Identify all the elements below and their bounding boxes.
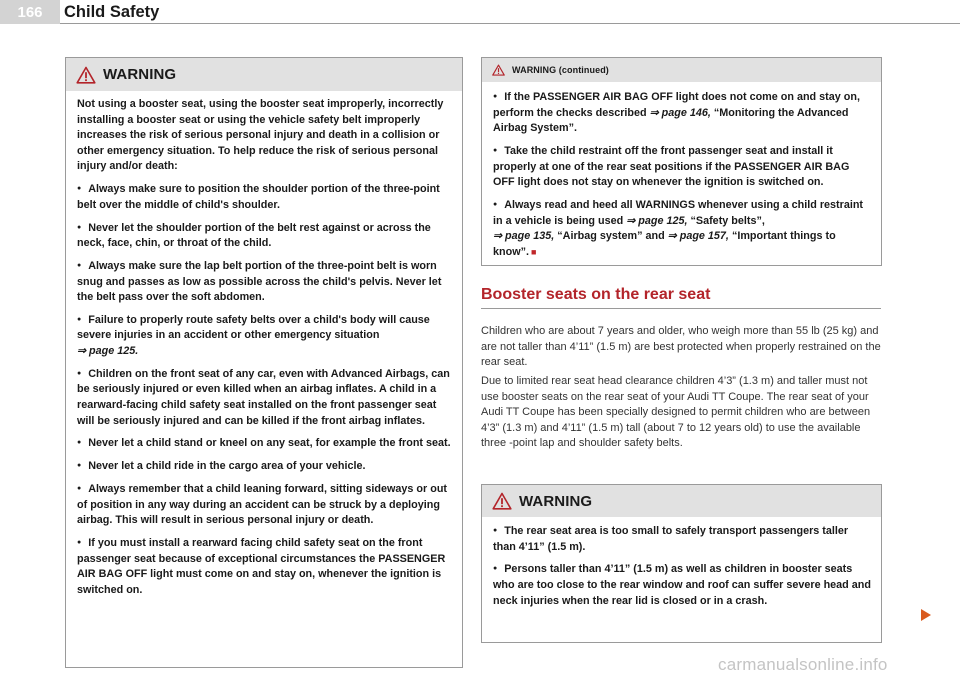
warning-bullet: ● The rear seat area is too small to safely transport passengers taller than 4’11” (1.5 m).	[493, 523, 871, 555]
warning-bullet	[493, 197, 871, 260]
warning-box-header	[66, 58, 462, 91]
body-paragraph	[481, 374, 881, 452]
watermark: carmanualsonline.info	[718, 655, 888, 674]
warning-triangle-icon	[492, 492, 512, 510]
warning-bullet: ● Children on the front seat of any car, even with Advanced Airbags, can be seriously injured or even killed when an airbag inflates. A child in a rearward-facing child safety seat installed on the front passenger seat will be seriously injured and can be killed if the front airbag inflates.	[77, 366, 452, 429]
warning-bullet: ● Always make sure the lap belt portion of the three-point belt is worn snug and passes as low as possible across the child's pelvis. Never let the belt pass over the soft abdomen.	[77, 258, 452, 306]
section-title: Child Safety	[64, 3, 160, 21]
body-paragraph	[481, 324, 881, 371]
warning-box-header	[482, 58, 881, 82]
header-rule	[60, 23, 960, 24]
warning-bullet: ● Always make sure to position the shoulder portion of the three-point belt over the middle of child's shoulder.	[77, 181, 452, 213]
warning-bullet: ● Never let a child ride in the cargo area of your vehicle.	[77, 458, 452, 475]
continue-arrow-icon	[920, 608, 932, 622]
page-reference-link[interactable]: ⇒ page 157,	[667, 230, 729, 243]
bullet-text: Always read and heed all WARNINGS whenever using a child restraint in a vehicle is being used	[493, 198, 864, 227]
warning-title: WARNING	[103, 66, 177, 83]
paragraph-text: Children who are about 7 years and older, who weigh more than 55 lb (25 kg) and are not taller than 4’11” (1.5 m) are best protected when properly restrained on the rear seat.	[481, 325, 881, 369]
warning-box-left	[65, 57, 463, 668]
section-heading-rule	[481, 308, 881, 309]
page-number-badge: 166	[0, 0, 60, 24]
page-reference-link[interactable]: ⇒ page 125.	[77, 345, 139, 358]
warning-box-body	[66, 91, 462, 609]
warning-intro: Not using a booster seat, using the booster seat improperly, incorrectly installing a booster seat or using the vehicle safety belt improperly increases the risk of serious personal injury and death in a collision or other emergency situation. To help reduce the risk of serious personal injury and/or death:	[77, 98, 444, 173]
warning-triangle-icon	[76, 66, 96, 84]
warning-box-header	[482, 485, 881, 517]
warning-box-body	[482, 517, 881, 619]
warning-title: WARNING (continued)	[512, 65, 609, 75]
warning-box-body	[482, 82, 881, 271]
end-of-section-mark: ■	[531, 246, 537, 257]
warning-bullet	[493, 89, 871, 137]
bullet-text: “Safety belts”,	[690, 214, 765, 227]
warning-box-rear-seat	[481, 484, 882, 643]
warning-bullet: ● Persons taller than 4’11” (1.5 m) as well as children in booster seats who are too close to the rear window and roof can suffer severe head and neck injuries when the rear lid is closed or in a crash.	[493, 561, 871, 609]
warning-bullet: ● Never let the shoulder portion of the belt rest against or across the neck, face, chin, or throat of the child.	[77, 220, 452, 252]
warning-bullet: ● If you must install a rearward facing child safety seat on the front passenger seat because of exceptional circumstances the PASSENGER AIR BAG OFF light must come on and stay on, whenever the ignition is switched on.	[77, 535, 452, 598]
paragraph-text: Due to limited rear seat head clearance children 4’3” (1.3 m) and taller must not use booster seats on the rear seat of your Audi TT Coupe. The rear seat of your Audi TT Coupe has been specially designed to permit children who are between 4’3” (1.3 m) and 4’11” (1.5 m) tall (about 7 to 12 years old) to use the available three -point lap and shoulder safety belts.	[481, 375, 871, 450]
warning-bullet	[77, 312, 452, 360]
warning-triangle-icon	[492, 64, 505, 76]
bullet-text: “Monitoring the Advanced Airbag System”.	[493, 106, 849, 135]
bullet-text: “Airbag system” and	[557, 230, 665, 243]
page-reference-link[interactable]: ⇒ page 146,	[649, 106, 711, 119]
warning-bullet: ● Never let a child stand or kneel on any seat, for example the front seat.	[77, 435, 452, 452]
bullet-text: If the PASSENGER AIR BAG OFF light does not come on and stay on, perform the checks described	[493, 91, 860, 119]
page-reference-link[interactable]: ⇒ page 125,	[626, 214, 688, 227]
warning-bullet: ● Take the child restraint off the front passenger seat and install it properly at one of the rear seat positions if the PASSENGER AIR BAG OFF light does not stay on whenever the ignition is switched on.	[493, 143, 871, 191]
page-reference-link[interactable]: ⇒ page 135,	[493, 230, 555, 243]
warning-bullet: ● Always remember that a child leaning forward, sitting sideways or out of position in any way during an accident can be struck by a deploying airbag. This will result in serious personal injury or death.	[77, 481, 452, 529]
bullet-text: Failure to properly route safety belts over a child's body will cause severe injuries in an accident or other emergency situation	[77, 313, 430, 342]
warning-box-continued	[481, 57, 882, 266]
section-heading: Booster seats on the rear seat	[481, 286, 711, 303]
bullet-text: “Important things to know”.	[493, 230, 836, 258]
warning-title: WARNING	[519, 492, 593, 510]
